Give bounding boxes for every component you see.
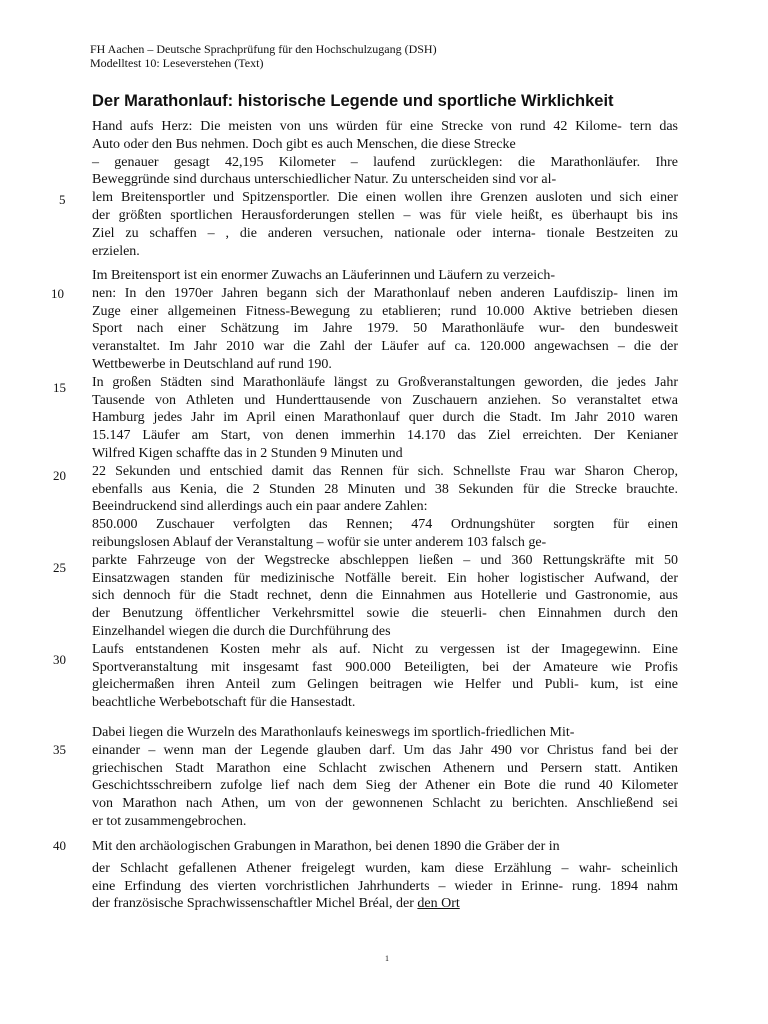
line-number: 10: [51, 286, 64, 301]
paragraph-1: [92, 118, 678, 260]
text-line: er tot zusammengebrochen.: [92, 813, 247, 829]
text-line: der Schlacht gefallenen Athener freigelegt wurden, kam diese Erzählung – wahr- scheinlich: [92, 860, 678, 876]
text-line: nen: In den 1970er Jahren begann sich der Marathonlauf neben anderen Laufdiszip- linen im: [92, 285, 678, 301]
paragraph-3: [92, 724, 678, 831]
line-number: 5: [59, 192, 66, 207]
underlined-text: den Ort: [417, 896, 460, 912]
text-line: lem Breitensportler und Spitzensportler. Die einen wollen ihre Grenzen ausloten und sich einer: [92, 190, 678, 206]
text-line: Zuge einer allgemeinen Fitness-Bewegung zu etablieren; rund 10.000 Aktive betrieben diesen: [92, 303, 678, 319]
paragraph-4: [92, 838, 678, 913]
text-line: Hand aufs Herz: Die meisten von uns würden für eine Strecke von rund 42 Kilome- tern das: [92, 119, 678, 134]
line-number: 15: [53, 380, 66, 395]
text-line: erzielen.: [92, 243, 140, 259]
text-line: parkte Fahrzeuge von der Wegstrecke abschleppen ließen – und 360 Rettungskräfte mit 50: [92, 552, 678, 568]
line-number: 25: [53, 560, 66, 575]
text-line: Mit den archäologischen Grabungen in Marathon, bei denen 1890 die Gräber der in: [92, 839, 560, 854]
text-line: 15.147 Läufer am Start, von denen immerhin 14.170 das Ziel erreichten. Der Kenianer: [92, 428, 678, 444]
text-line: [92, 895, 678, 913]
text-line: gleichermaßen ihren Anteil zum Gelingen beitragen wie Helfer und Publi- kum, ist eine: [92, 677, 678, 693]
text-line: Wettbewerbe in Deutschland auf rund 190.: [92, 356, 332, 372]
text-line: 22 Sekunden und entschied damit das Rennen für sich. Schnellste Frau war Sharon Cherop,: [92, 463, 678, 479]
text-line: griechischen Stadt Marathon eine Schlacht zwischen Athenern und Persern statt. Antiken: [92, 760, 678, 776]
text-line: der Benutzung öffentlicher Verkehrsmittel sowie die steuerli- chen Einnahmen durch den: [92, 606, 678, 622]
text-line: Beweggründe sind durchaus unterschiedlicher Natur. Zu unterscheiden sind vor al-: [92, 172, 557, 188]
text-line: Hamburg jedes Jahr im April einen Marathonlauf quer durch die Stadt. Im Jahr 2010 waren: [92, 410, 678, 426]
text-line: von Marathon nach Athen, um von der gewonnenen Schlacht zu berichten. Anschließend sei: [92, 796, 678, 812]
text-line: – genauer gesagt 42,195 Kilometer – laufend zurücklegen: die Marathonläufer. Ihre: [92, 154, 678, 170]
text-line: Laufs entstandenen Kosten mehr als auf. Nicht zu vergessen ist der Imagegewinn. Eine: [92, 641, 678, 657]
text-line: Wilfred Kigen schaffte das in 2 Stunden 9 Minuten und: [92, 445, 403, 461]
text-line: reibungslosen Ablauf der Veranstaltung – wofür sie unter anderem 103 falsch ge-: [92, 534, 547, 550]
text-line: beachtliche Werbebotschaft für die Hansestadt.: [92, 695, 356, 711]
text-line: Ziel zu schaffen – , die anderen versuchen, nationale oder interna- tionale Bestzeiten zu: [92, 225, 678, 241]
text-line: eine Erfindung des vierten vorchristlichen Jahrhunderts – wieder in Erinne- rung. 1894 nahm: [92, 878, 678, 894]
text-line: sich dennoch für die Stadt rechnet, denn die Einnahmen aus Hotellerie und Gastronomie, aus: [92, 588, 678, 604]
text-line: Einzelhandel wiegen die durch die Durchführung des: [92, 623, 391, 639]
text-line: der größten sportlichen Herausforderungen stellen – was für viele heißt, es überhaupt bis ins: [92, 207, 678, 223]
line-number: 20: [53, 468, 66, 483]
text-line: Sportveranstaltung mit insgesamt fast 900.000 Beteiligten, bei der Amateure wie Profis: [92, 659, 678, 675]
header-line-2: Modelltest 10: Leseverstehen (Text): [90, 56, 264, 70]
text-line: einander – wenn man der Legende glauben darf. Um das Jahr 490 vor Christus fand bei der: [92, 742, 678, 758]
text-line: 850.000 Zuschauer verfolgten das Rennen; 474 Ordnungshüter sorgten für einen: [92, 517, 678, 533]
text-line: veranstaltet. Im Jahr 2010 war die Zahl der Läufer auf ca. 120.000 angewachsen – die der: [92, 339, 678, 355]
line-number: 40: [53, 838, 66, 853]
text-line: In großen Städten sind Marathonläufe längst zu Großveranstaltungen geworden, die jedes Jahr: [92, 374, 678, 390]
text-line: Dabei liegen die Wurzeln des Marathonlaufs keineswegs im sportlich-friedlichen Mit-: [92, 725, 575, 740]
text-line: Einsatzwagen standen für medizinische Notfälle bereit. Ein hoher logistischer Aufwand, der: [92, 570, 678, 586]
text-line: Auto oder den Bus nehmen. Doch gibt es auch Menschen, die diese Strecke: [92, 136, 516, 152]
line-number: 30: [53, 652, 66, 667]
text-line: Im Breitensport ist ein enormer Zuwachs an Läuferinnen und Läufern zu verzeich-: [92, 268, 555, 283]
paragraph-2: [92, 267, 678, 712]
text-line-start: der französische Sprachwissenschaftler Michel Bréal, der: [92, 896, 414, 912]
page-number: 1: [385, 954, 389, 963]
text-line: Tausende von Athleten und Hunderttausende von Zuschauern anziehen. So veranstaltet etwa: [92, 392, 678, 408]
line-number: 35: [53, 742, 66, 757]
header-line-1: FH Aachen – Deutsche Sprachprüfung für den Hochschulzugang (DSH): [90, 42, 437, 56]
document-title: Der Marathonlauf: historische Legende und sportliche Wirklichkeit: [92, 92, 614, 110]
text-line: Sport nach einer Schätzung im Jahre 1979. 50 Marathonläufe wur- den bundesweit: [92, 321, 678, 337]
text-line: Beeindruckend sind allerdings auch ein paar andere Zahlen:: [92, 499, 428, 515]
text-line: Geschichtsschreibern zufolge lief nach dem Sieg der Athener ein Bote die rund 40 Kilometer: [92, 778, 678, 794]
text-line: ebenfalls aus Kenia, die 2 Stunden 28 Minuten und 38 Sekunden für die Strecke brauchte.: [92, 481, 678, 497]
